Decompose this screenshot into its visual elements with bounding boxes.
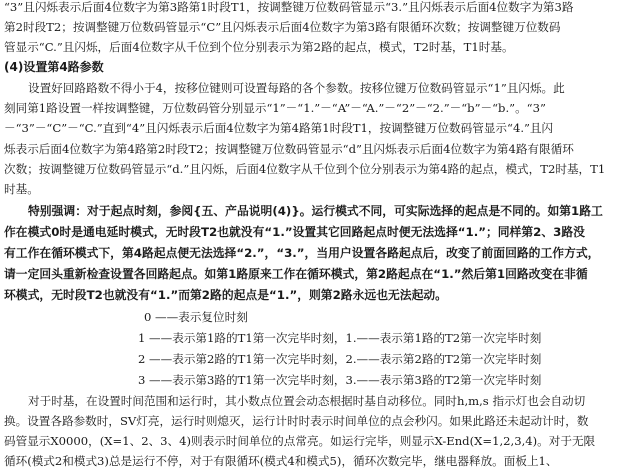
emphasis-line: 环模式，无时段T2也就没有“1.”而第2路的起点是“1.”，则第2路永远也无法起动。 <box>4 288 447 302</box>
paragraph-line: 时基。 <box>4 182 39 196</box>
legend-line: 0 ——表示复位时刻 <box>144 310 248 324</box>
paragraph-line: 烁表示后面4位数字为第4路第2时段T2；按调整键万位数码管显示“d”且闪烁表示后面4位数字为第4路有限循环 <box>4 142 574 156</box>
paragraph-line: 设置好回路路数不得小于4，按移位键则可设置每路的各个参数。按移位键万位数码管显示“1”且闪烁。此 <box>28 81 565 95</box>
section-heading: (4)设置第4路参数 <box>4 60 104 74</box>
emphasis-line: 特别强调：对于起点时刻，参阅{五、产品说明(4)}。运行模式不同，可实际选择的起点是不同的。如第1路工 <box>28 204 603 218</box>
paragraph-line: 循环(模式2和模式3)总是运行不停，对于有限循环(模式4和模式5)，循环次数完毕，继电器释放。面板上1、 <box>4 454 558 468</box>
paragraph-line: 第2时段T2；按调整键万位数码管显示“C”且闪烁表示后面4位数字为第3路有限循环次数；按调整键万位数码 <box>4 20 561 34</box>
legend-line: 3 ——表示第3路的T1第一次完毕时刻，3.——表示第3路的T2第一次完毕时刻 <box>138 373 542 387</box>
emphasis-line: 作在模式0时是通电延时模式，无时段T2也就没有“1.”设置其它回路起点时便无法选择“1.”；同样第2、3路没 <box>4 225 585 239</box>
legend-line: 1 ——表示第1路的T1第一次完毕时刻，1.——表示第1路的T2第一次完毕时刻 <box>138 331 542 345</box>
paragraph-line: 次数；按调整键万位数码管显示“d.”且闪烁，后面4位数字从千位到个位分别表示为第4路的起点，模式，T2时基，T1 <box>4 162 606 176</box>
paragraph-line: －“3”－“C”－“C.”直到“4”且闪烁表示后面4位数字为第4路第1时段T1，按调整键万位数码管显示“4.”且闪 <box>4 121 554 135</box>
emphasis-line: 有工作在循环模式下，第4路起点便无法选择“2.”，“3.”，当用户设置各路起点后，改变了前面回路的工作方式， <box>4 246 600 260</box>
paragraph-line: 管显示“C.”且闪烁，后面4位数字从千位到个位分别表示为第2路的起点，模式，T2时基，T1时基。 <box>4 40 514 54</box>
paragraph-line: 对于时基，在设置时间范围和运行时，其小数点位置会动态根据时基自动移位。同时h,m,s 指示灯也会自动切 <box>28 394 586 408</box>
legend-line: 2 ——表示第2路的T1第一次完毕时刻，2.——表示第2路的T2第一次完毕时刻 <box>138 352 542 366</box>
paragraph-line: 换。设置各路参数时，SV灯亮，运行时则熄灭，运行计时时表示时间单位的点会秒闪。如果此路还未起动计时，数 <box>4 414 589 428</box>
emphasis-line: 请一定回头重新检查设置各回路起点。如第1路原来工作在循环模式，第2路起点在“1.”然后第1回路改变在非循 <box>4 267 588 281</box>
paragraph-line: 刻同第1路设置一样按调整键，万位数码管分别显示“1”－“1.”－“A”－“A.”－“2”－“2.”－“b”－“b.”。“3” <box>4 101 546 115</box>
paragraph-line: “3”且闪烁表示后面4位数字为第3路第1时段T1，按调整键万位数码管显示“3.”且闪烁表示后面4位数字为第3路 <box>4 0 574 14</box>
paragraph-line: 码管显示X0000，(X=1、2、3、4)则表示时间单位的点常亮。如运行完毕，则显示X-End(X=1,2,3,4)。对于无限 <box>4 434 596 448</box>
